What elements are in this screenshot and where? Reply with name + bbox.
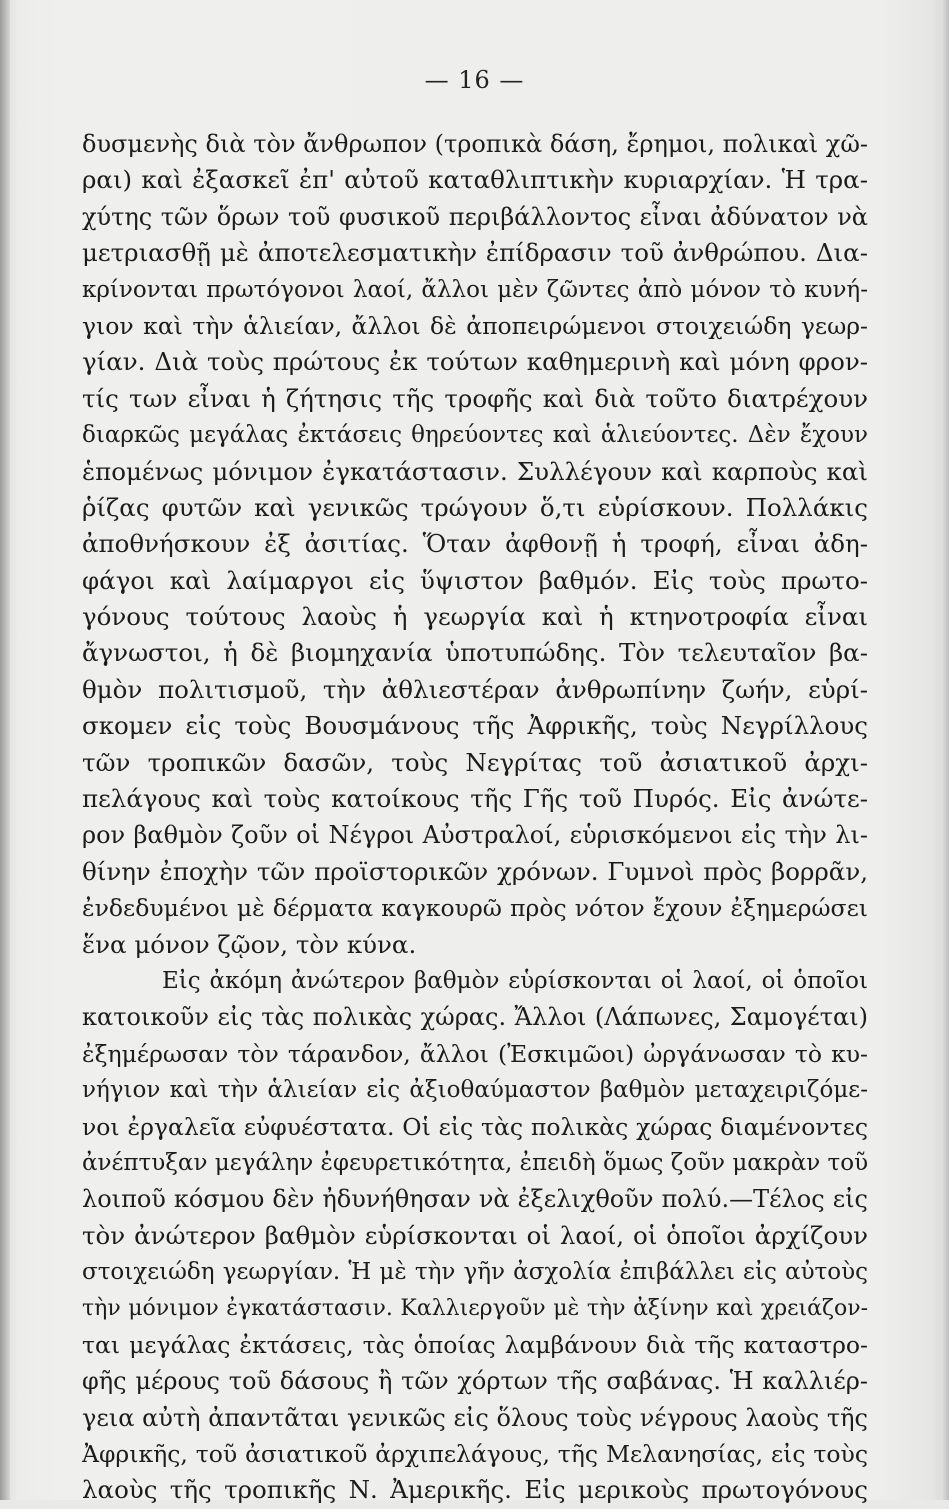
text-line: ραι) καὶ ἐξασκεῖ ἐπ' αὐτοῦ καταθλιπτικὴν κυριαρχίαν. Ἡ τρα- (82, 165, 868, 195)
text-line: σκομεν εἰς τοὺς Βουσμάνους τῆς Ἀφρικῆς, τοὺς Νεγρίλλους (82, 711, 868, 741)
page-right-edge (941, 0, 949, 1500)
text-line: πελάγους καὶ τοὺς κατοίκους τῆς Γῆς τοῦ Πυρός. Εἰς ἀνώτε- (82, 784, 868, 814)
page-number: — 16 — (424, 66, 525, 94)
page-binding-shadow (0, 0, 10, 1500)
text-line: ῥίζας φυτῶν καὶ γενικῶς τρώγουν ὅ,τι εὑρίσκουν. Πολλάκις (82, 492, 868, 522)
text-line: κρίνονται πρωτόγονοι λαοί, ἄλλοι μὲν ζῶντες ἀπὸ μόνον τὸ κυνή- (82, 276, 868, 303)
text-line: ἐξημέρωσαν τὸν τάρανδον, ἄλλοι (Ἐσκιμῶοι) ὠργάνωσαν τὸ κυ- (82, 1039, 868, 1068)
text-line: νοι ἐργαλεῖα εὐφυέστατα. Οἱ εἰς τὰς πολικὰς χώρας διαμένοντες (82, 1112, 868, 1141)
text-line: νήγιον καὶ τὴν ἁλιείαν εἰς ἀξιοθαύμαστον βαθμὸν μεταχειριζόμε- (82, 1077, 868, 1104)
text-line: ἀνέπτυξαν μεγάλην ἐφευρετικότητα, ἐπειδὴ ὅμως ζοῦν μακρὰν τοῦ (82, 1149, 868, 1176)
text-line: ἀποθνήσκουν ἐξ ἀσιτίας. Ὅταν ἀφθονῇ ἡ τροφή, εἶναι ἀδη- (82, 529, 868, 559)
text-line: λοιποῦ κόσμου δὲν ἠδυνήθησαν νὰ ἐξελιχθοῦν πολύ.—Τέλος εἰς (82, 1185, 868, 1214)
text-line: στοιχειώδη γεωργίαν. Ἡ μὲ τὴν γῆν ἀσχολία ἐπιβάλλει εἰς αὐτοὺς (82, 1259, 868, 1286)
text-line: Εἰς ἀκόμη ἀνώτερον βαθμὸν εὑρίσκονται οἱ λαοί, οἱ ὁποῖοι (162, 967, 868, 994)
text-line: ἑπομένως μόνιμον ἐγκατάστασιν. Συλλέγουν καὶ καρποὺς καὶ (82, 456, 868, 486)
text-line: τὴν μόνιμον ἐγκατάστασιν. Καλλιεργοῦν μὲ τὴν ἀξίνην καὶ χρειάζον- (82, 1295, 868, 1321)
text-line: θίνην ἐποχὴν τῶν προϊστορικῶν χρόνων. Γυμνοὶ πρὸς βορρᾶν, (82, 856, 868, 886)
paragraph-1 (82, 126, 868, 963)
text-line: μετριασθῇ μὲ ἀποτελεσματικὴν ἐπίδρασιν τοῦ ἀνθρώπου. Δια- (82, 238, 868, 268)
text-line: φάγοι καὶ λαίμαργοι εἰς ὕψιστον βαθμόν. Εἰς τοὺς πρωτο- (82, 565, 868, 595)
text-line: τῶν τροπικῶν δασῶν, τοὺς Νεγρίτας τοῦ ἀσιατικοῦ ἀρχι- (82, 747, 868, 777)
body-text (82, 126, 868, 1509)
text-line: γεια αὐτὴ ἀπαντᾶται γενικῶς εἰς ὅλους τοὺς νέγρους λαοὺς τῆς (82, 1403, 868, 1432)
text-line: λαοὺς τῆς τροπικῆς Ν. Ἀμερικῆς. Εἰς μερικοὺς πρωτογόνους (82, 1475, 868, 1505)
text-line: κατοικοῦν εἰς τὰς πολικὰς χώρας. Ἄλλοι (Λάπωνες, Σαμογέται) (82, 1003, 868, 1032)
text-line: ἐνδεδυμένοι μὲ δέρματα καγκουρῶ πρὸς νότον ἔχουν ἐξημερώσει (82, 894, 868, 923)
text-line: γόνους τούτους λαοὺς ἡ γεωργία καὶ ἡ κτηνοτροφία εἶναι (82, 602, 868, 632)
text-line: ται μεγάλας ἐκτάσεις, τὰς ὁποίας λαμβάνουν διὰ τῆς καταστρο- (82, 1330, 868, 1359)
paragraph-2 (82, 963, 868, 1509)
text-line: φῆς μέρους τοῦ δάσους ἢ τῶν χόρτων τῆς σαβάνας. Ἡ καλλιέρ- (82, 1367, 868, 1396)
text-line: χύτης τῶν ὅρων τοῦ φυσικοῦ περιβάλλοντος εἶναι ἀδύνατον νὰ (82, 202, 868, 231)
text-line: ἕνα μόνον ζῷον, τὸν κύνα. (82, 929, 417, 959)
text-line: ρον βαθμὸν ζοῦν οἱ Νέγροι Αὐστραλοί, εὑρισκόμενοι εἰς τὴν λι- (82, 821, 868, 850)
text-line: τὸν ἀνώτερον βαθμὸν εὑρίσκονται οἱ λαοί, οἱ ὁποῖοι ἀρχίζουν (82, 1220, 868, 1250)
text-line: Ἀφρικῆς, τοῦ ἀσιατικοῦ ἀρχιπελάγους, τῆς Μελανησίας, εἰς τοὺς (82, 1440, 868, 1469)
text-line: γίαν. Διὰ τοὺς πρώτους ἐκ τούτων καθημερινὴ καὶ μόνη φρον- (82, 347, 868, 377)
text-line: τίς των εἶναι ἡ ζήτησις τῆς τροφῆς καὶ διὰ τοῦτο διατρέχουν (82, 383, 868, 413)
text-line: θμὸν πολιτισμοῦ, τὴν ἀθλιεστέραν ἀνθρωπίνην ζωήν, εὑρί- (82, 674, 868, 704)
text-line: ἄγνωστοι, ἡ δὲ βιομηχανία ὑποτυπώδης. Τὸν τελευταῖον βα- (82, 638, 868, 668)
text-line: γιον καὶ τὴν ἁλιείαν, ἄλλοι δὲ ἀποπειρώμενοι στοιχειώδη γεωρ- (82, 311, 868, 340)
text-line: διαρκῶς μεγάλας ἐκτάσεις θηρεύοντες καὶ ἁλιεύοντες. Δὲν ἔχουν (82, 422, 868, 449)
text-line: δυσμενὴς διὰ τὸν ἄνθρωπον (τροπικὰ δάση, ἔρημοι, πολικαὶ χῶ- (82, 130, 868, 158)
